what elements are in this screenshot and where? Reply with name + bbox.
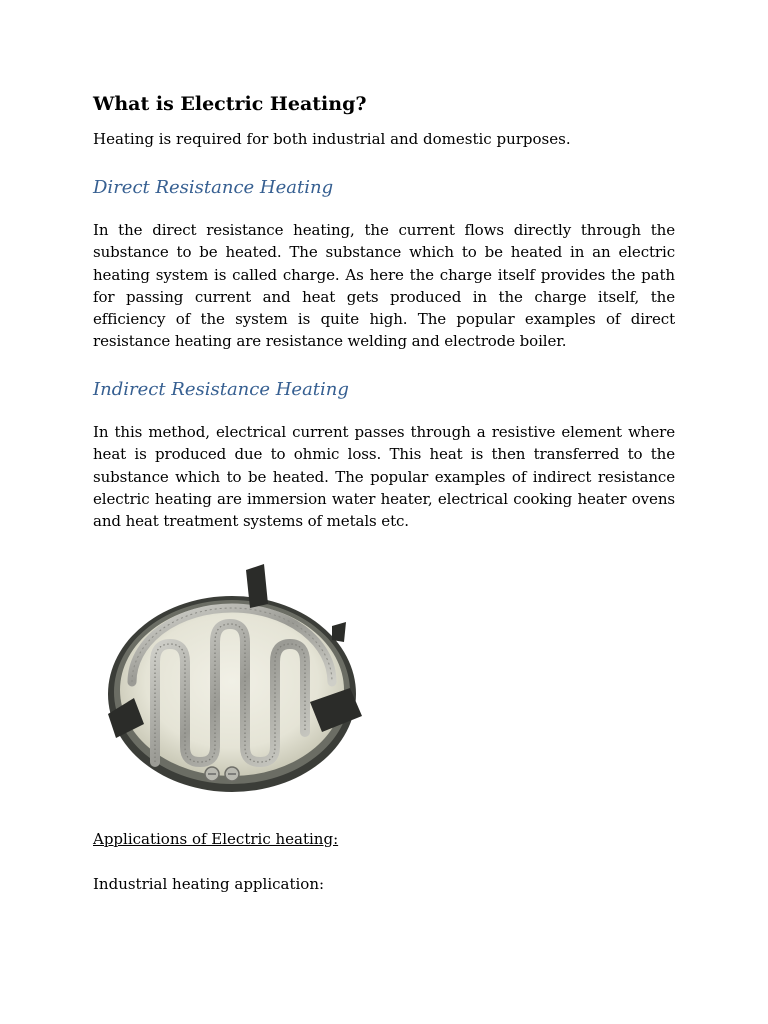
page-title: What is Electric Heating? xyxy=(93,93,367,115)
industrial-heating-heading: Industrial heating application: xyxy=(93,875,325,893)
direct-resistance-paragraph: In the direct resistance heating, the current flows directly through the substance to be heated. The substance which to be heated in an electric heating system is called charge. As here the charge itself provides the path for passing current and heat gets produced in the charge itself, the efficiency of the system is quite high. The popular examples of direct resistance heating are resistance welding and electrode boiler. xyxy=(93,221,675,351)
indirect-resistance-paragraph: In this method, electrical current passes through a resistive element where heat is produced due to ohmic loss. This heat is then transferred to the substance which to be heated. The popular examples of indirect resistance electric heating are immersion water heater, electrical cooking heater ovens and heat treatment systems of metals etc. xyxy=(93,423,675,531)
intro-paragraph: Heating is required for both industrial and domestic purposes. xyxy=(93,130,571,148)
heating-element-photo-icon xyxy=(100,562,370,802)
direct-resistance-heading: Direct Resistance Heating xyxy=(93,177,334,198)
applications-heading: Applications of Electric heating: xyxy=(93,830,339,848)
indirect-resistance-heading: Indirect Resistance Heating xyxy=(93,379,349,400)
